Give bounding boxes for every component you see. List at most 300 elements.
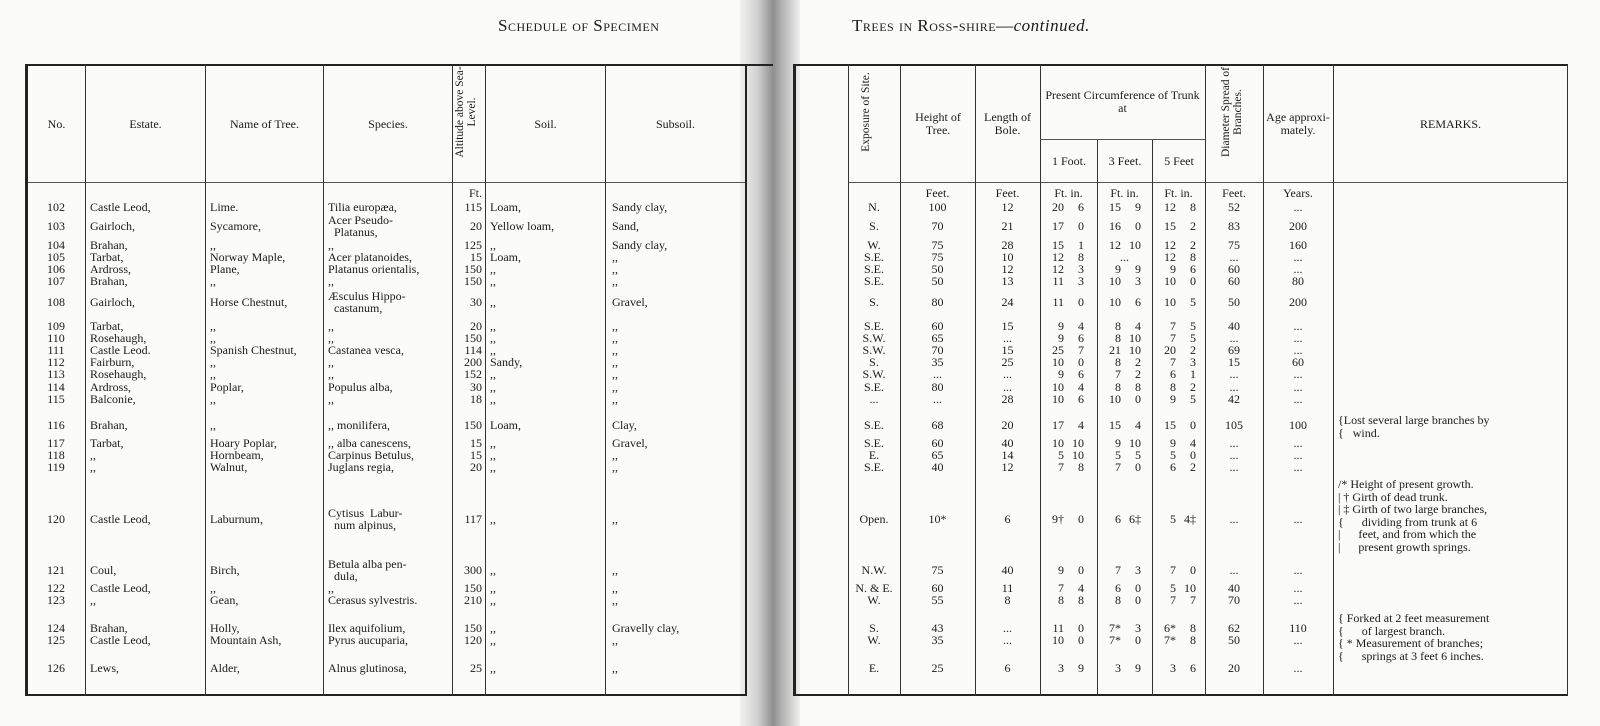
circ-inches: 6 xyxy=(1078,392,1084,406)
cell-bole: 12 xyxy=(1001,460,1014,474)
cell-estate: Rosehaugh, xyxy=(90,367,147,381)
circ-feet: 12 xyxy=(1052,262,1064,276)
cell-height: 75 xyxy=(931,250,944,264)
cell-c3 xyxy=(1097,201,1152,213)
circ-inches: 0 xyxy=(1135,581,1141,595)
circ-feet: 9 xyxy=(1115,436,1121,450)
unit-height: Feet. xyxy=(925,186,950,200)
circ-inches: 4 xyxy=(1078,319,1084,333)
cell-c3 xyxy=(1097,513,1152,525)
cell-c5 xyxy=(1152,622,1205,634)
cell-c1 xyxy=(1040,419,1097,431)
cell-exposure: S.E. xyxy=(863,319,884,333)
cell-no: 119 xyxy=(47,460,65,474)
title-right-italic: continued. xyxy=(1013,16,1090,35)
cell-subsoil: ,, xyxy=(612,392,618,406)
circ-inches: 0 xyxy=(1190,418,1196,432)
title-right-main: Trees in Ross-shire— xyxy=(852,16,1014,35)
circ-inches: 3 xyxy=(1135,621,1141,635)
circ-inches: 6 xyxy=(1190,262,1196,276)
cell-exposure: N. xyxy=(868,200,880,214)
cell-c1 xyxy=(1040,634,1097,646)
cell-estate: Ardross, xyxy=(90,262,131,276)
circ-inches: 2 xyxy=(1135,367,1141,381)
cell-soil: ,, xyxy=(490,295,496,309)
cell-exposure: S.E. xyxy=(863,380,884,394)
circ-feet: 7 xyxy=(1115,563,1121,577)
circ-feet: 6 xyxy=(1115,512,1121,526)
cell-soil: ,, xyxy=(490,343,496,357)
cell-no: 126 xyxy=(47,661,65,675)
circ-inches: 3 xyxy=(1135,274,1141,288)
cell-estate: Castle Leod. xyxy=(90,343,151,357)
cell-c3 xyxy=(1097,320,1152,332)
rule xyxy=(745,64,747,696)
cell-species: Populus alba, xyxy=(328,380,393,394)
cell-altitude: 117 xyxy=(464,512,482,526)
circ-feet: 9 xyxy=(1170,392,1176,406)
circ-feet: 7 xyxy=(1058,460,1064,474)
circ-feet: 12 xyxy=(1164,238,1176,252)
cell-species: ,, xyxy=(328,392,334,406)
cell-altitude: 150 xyxy=(464,581,482,595)
cell-species: Juglans regia, xyxy=(328,460,394,474)
circ-inches: 0 xyxy=(1078,219,1084,233)
circ-feet: 25 xyxy=(1052,343,1064,357)
cell-no: 114 xyxy=(47,380,65,394)
circ-inches: 8 xyxy=(1078,593,1084,607)
page-title-left: Schedule of Specimen xyxy=(498,16,660,35)
cell-species: Acer platanoides, xyxy=(328,250,412,264)
cell-bole: 12 xyxy=(1001,262,1014,276)
circ-inches: 4‡ xyxy=(1184,512,1196,526)
cell-no: 118 xyxy=(47,448,65,462)
cell-spread: 75 xyxy=(1228,238,1240,252)
cell-c3 xyxy=(1097,449,1152,461)
cell-exposure: Open. xyxy=(859,512,889,526)
cell-c1 xyxy=(1040,320,1097,332)
cell-species: ,, xyxy=(328,581,334,595)
circ-feet: 10 xyxy=(1052,355,1064,369)
circ-feet: 10 xyxy=(1164,295,1176,309)
cell-c1 xyxy=(1040,582,1097,594)
circ-feet: 10 xyxy=(1052,436,1064,450)
circ-feet: 10 xyxy=(1052,633,1064,647)
circ-inches: 0 xyxy=(1078,563,1084,577)
cell-age: ... xyxy=(1293,563,1303,577)
circ-inches: 0 xyxy=(1135,219,1141,233)
book-gutter xyxy=(740,0,800,726)
cell-bole: 12 xyxy=(1001,200,1014,214)
cell-altitude: 120 xyxy=(464,633,482,647)
cell-spread: 70 xyxy=(1228,593,1240,607)
header-age: Age approxi-mately. xyxy=(1266,110,1330,137)
cell-no: 123 xyxy=(47,593,65,607)
circ-feet: 7 xyxy=(1115,367,1121,381)
cell-no: 117 xyxy=(47,436,65,450)
cell-spread: 60 xyxy=(1228,274,1240,288)
cell-no: 121 xyxy=(47,563,65,577)
cell-bole: 8 xyxy=(1004,593,1011,607)
cell-name: ,, xyxy=(210,367,216,381)
cell-height: 55 xyxy=(931,593,944,607)
cell-age: ... xyxy=(1293,331,1303,345)
cell-estate: Coul, xyxy=(90,563,117,577)
circ-feet: 8 xyxy=(1058,593,1064,607)
header-spread: Diameter Spread of Branches. xyxy=(1220,66,1244,158)
remark-120: /* Height of present growth. | † Girth of dead trunk. | ‡ Girth of two large branches, { dividing from trunk at 6 | feet, and from which the | present growth springs. xyxy=(1338,477,1488,554)
cell-soil: ,, xyxy=(490,367,496,381)
cell-no: 112 xyxy=(47,355,65,369)
unit-altitude: Ft. xyxy=(468,186,482,200)
cell-spread: ... xyxy=(1229,460,1239,474)
cell-subsoil: ,, xyxy=(612,343,618,357)
cell-bole: 28 xyxy=(1001,238,1014,252)
circ-inches: 6 xyxy=(1190,661,1196,675)
circ-inches: 0 xyxy=(1135,633,1141,647)
cell-soil: ,, xyxy=(490,448,496,462)
circ-inches: 10 xyxy=(1129,343,1141,357)
circ-feet: 20 xyxy=(1164,343,1176,357)
cell-species: Cytisus Labur- num alpinus, xyxy=(328,506,403,532)
circ-feet: 10 xyxy=(1109,392,1121,406)
cell-spread: ... xyxy=(1229,563,1239,577)
cell-no: 107 xyxy=(47,274,65,288)
unit-spread: Feet. xyxy=(1222,186,1246,200)
circ-inches: 7 xyxy=(1190,593,1196,607)
cell-age: ... xyxy=(1293,661,1303,675)
circ-inches: 3 xyxy=(1190,355,1196,369)
cell-bole: 20 xyxy=(1001,418,1014,432)
circ-inches: 5 xyxy=(1135,448,1141,462)
circ-feet: 6 xyxy=(1170,460,1176,474)
circ-feet: 12 xyxy=(1164,200,1176,214)
cell-c5 xyxy=(1152,513,1205,525)
cell-bole: 15 xyxy=(1001,319,1014,333)
header-exposure: Exposure of Site. xyxy=(860,72,872,152)
circ-inches: 4 xyxy=(1078,418,1084,432)
cell-exposure: S. xyxy=(869,355,879,369)
rule xyxy=(848,182,1568,183)
cell-subsoil: ,, xyxy=(612,319,618,333)
cell-soil: ,, xyxy=(490,581,496,595)
cell-exposure: S.W. xyxy=(862,331,886,345)
cell-bole: 6 xyxy=(1004,512,1011,526)
cell-species: Carpinus Betulus, xyxy=(328,448,414,462)
cell-estate: Brahan, xyxy=(90,238,128,252)
rule xyxy=(793,694,1568,696)
cell-c5 xyxy=(1152,220,1205,232)
cell-age: ... xyxy=(1293,343,1303,357)
circ-feet: 9 xyxy=(1058,367,1064,381)
cell-name: ,, xyxy=(210,331,216,345)
cell-age: ... xyxy=(1293,380,1303,394)
circ-inches: 10 xyxy=(1129,238,1141,252)
cell-species: ,, xyxy=(328,355,334,369)
cell-spread: ... xyxy=(1229,367,1239,381)
cell-height: 80 xyxy=(931,380,944,394)
cell-no: 120 xyxy=(47,512,65,526)
cell-no: 122 xyxy=(47,581,65,595)
cell-no: 108 xyxy=(47,295,65,309)
circ-feet: 12 xyxy=(1052,250,1064,264)
cell-species: Cerasus sylvestris. xyxy=(328,593,418,607)
cell-exposure: S.W. xyxy=(862,343,886,357)
cell-soil: ,, xyxy=(490,262,496,276)
circ-inches: 6 xyxy=(1078,331,1084,345)
circ-feet: 8 xyxy=(1170,380,1176,394)
cell-spread: 52 xyxy=(1228,200,1240,214)
cell-c5 xyxy=(1152,594,1205,606)
cell-soil: ,, xyxy=(490,563,496,577)
cell-spread: 69 xyxy=(1228,343,1240,357)
cell-spread: ... xyxy=(1229,331,1239,345)
cell-age: ... xyxy=(1293,436,1303,450)
cell-spread: 83 xyxy=(1228,219,1240,233)
header-no: No. xyxy=(47,116,66,131)
cell-species: ,, alba canescens, xyxy=(328,436,411,450)
cell-exposure: S.E. xyxy=(863,418,884,432)
cell-species: Platanus orientalis, xyxy=(328,262,420,276)
circ-feet: 7* xyxy=(1109,621,1121,635)
cell-altitude: 150 xyxy=(464,418,482,432)
cell-height: ... xyxy=(933,367,942,381)
cell-exposure: W. xyxy=(867,633,881,647)
cell-bole: ... xyxy=(1003,367,1012,381)
cell-no: 109 xyxy=(47,319,65,333)
unit-c3: Ft. in. xyxy=(1110,186,1139,200)
cell-height: 50 xyxy=(931,274,944,288)
circ-feet: 20 xyxy=(1052,200,1064,214)
cell-age: 160 xyxy=(1289,238,1307,252)
circ-feet: 7* xyxy=(1164,633,1176,647)
circ-feet: 3 xyxy=(1170,661,1176,675)
cell-altitude: 18 xyxy=(470,392,482,406)
cell-c1 xyxy=(1040,662,1097,674)
circ-feet: 10 xyxy=(1109,295,1121,309)
cell-altitude: 300 xyxy=(464,563,482,577)
cell-bole: ... xyxy=(1003,331,1012,345)
circ-inches: 1 xyxy=(1078,238,1084,252)
cell-age: ... xyxy=(1293,250,1303,264)
unit-c5: Ft. in. xyxy=(1164,186,1193,200)
circ-inches: 6 xyxy=(1135,295,1141,309)
cell-c5 xyxy=(1152,634,1205,646)
cell-exposure: S.W. xyxy=(862,367,886,381)
cell-no: 124 xyxy=(47,621,65,635)
cell-spread: ... xyxy=(1229,436,1239,450)
header-species: Species. xyxy=(368,116,408,131)
cell-c3 xyxy=(1097,368,1152,380)
cell-soil: ,, xyxy=(490,621,496,635)
cell-height: 75 xyxy=(931,238,944,252)
cell-c3 xyxy=(1097,582,1152,594)
cell-no: 115 xyxy=(47,392,65,406)
cell-bole: 24 xyxy=(1001,295,1014,309)
cell-species: ,, xyxy=(328,331,334,345)
header-name-of-tree: Name of Tree. xyxy=(230,116,299,131)
circ-inches: 2 xyxy=(1190,219,1196,233)
cell-species: Pyrus aucuparia, xyxy=(328,633,408,647)
cell-soil: ,, xyxy=(490,436,496,450)
cell-height: 100 xyxy=(928,200,947,214)
circ-inches: 8 xyxy=(1078,250,1084,264)
cell-altitude: 115 xyxy=(464,200,482,214)
circ-inches: 0 xyxy=(1135,460,1141,474)
circ-feet: 15 xyxy=(1109,418,1121,432)
circ-feet: 6* xyxy=(1164,621,1176,635)
cell-c1 xyxy=(1040,594,1097,606)
circ-feet: 15 xyxy=(1109,200,1121,214)
cell-subsoil: ,, xyxy=(612,581,618,595)
cell-estate: Tarbat, xyxy=(90,319,124,333)
cell-c1 xyxy=(1040,296,1097,308)
cell-spread: 62 xyxy=(1228,621,1240,635)
cell-age: 80 xyxy=(1292,274,1304,288)
cell-soil: ,, xyxy=(490,593,496,607)
cell-c1 xyxy=(1040,437,1097,449)
circ-feet: 11 xyxy=(1052,295,1064,309)
cell-height: 35 xyxy=(931,633,944,647)
cell-c3 xyxy=(1097,622,1152,634)
cell-c3 xyxy=(1097,263,1152,275)
cell-height: 70 xyxy=(931,343,944,357)
cell-altitude: 15 xyxy=(470,436,482,450)
cell-subsoil: Gravelly clay, xyxy=(612,621,680,635)
circ-inches: 0 xyxy=(1078,355,1084,369)
cell-exposure: S. xyxy=(869,295,879,309)
cell-age: ... xyxy=(1293,633,1303,647)
cell-c1 xyxy=(1040,564,1097,576)
circ-feet: 17 xyxy=(1052,418,1064,432)
cell-altitude: 20 xyxy=(470,319,482,333)
circ-inches: 3 xyxy=(1078,274,1084,288)
circ-inches: 2 xyxy=(1190,460,1196,474)
cell-c5 xyxy=(1152,275,1205,287)
cell-name: Norway Maple, xyxy=(210,250,286,264)
cell-c3 xyxy=(1097,437,1152,449)
cell-age: ... xyxy=(1293,512,1303,526)
cell-bole: 13 xyxy=(1001,274,1014,288)
cell-altitude: 25 xyxy=(470,661,482,675)
circ-inches: 2 xyxy=(1190,238,1196,252)
cell-c1 xyxy=(1040,239,1097,251)
cell-estate: Brahan, xyxy=(90,621,128,635)
circ-feet: 11 xyxy=(1052,274,1064,288)
cell-exposure: E. xyxy=(868,661,880,675)
circ-feet: 11 xyxy=(1052,621,1064,635)
cell-c5 xyxy=(1152,332,1205,344)
circ-inches: 10 xyxy=(1072,436,1084,450)
circ-feet: 21 xyxy=(1109,343,1121,357)
cell-estate: Rosehaugh, xyxy=(90,331,147,345)
header-5-feet: 5 Feet xyxy=(1164,153,1194,168)
unit-c1: Ft. in. xyxy=(1054,186,1083,200)
remark-116: {Lost several large branches by { wind. xyxy=(1338,413,1490,440)
cell-c1 xyxy=(1040,368,1097,380)
circ-inches: 4 xyxy=(1135,418,1141,432)
cell-age: ... xyxy=(1293,581,1303,595)
circ-feet: 7 xyxy=(1170,593,1176,607)
cell-estate: Castle Leod, xyxy=(90,581,151,595)
circ-feet: 10 xyxy=(1052,380,1064,394)
header-estate: Estate. xyxy=(129,116,162,131)
cell-subsoil: ,, xyxy=(612,460,618,474)
cell-name: ,, xyxy=(210,418,216,432)
circ-inches: 2 xyxy=(1135,355,1141,369)
cell-estate: Castle Leod, xyxy=(90,200,151,214)
cell-spread: 50 xyxy=(1228,633,1240,647)
circ-inches: 2 xyxy=(1190,343,1196,357)
cell-c3 xyxy=(1097,356,1152,368)
cell-altitude: 20 xyxy=(470,460,482,474)
cell-bole: 28 xyxy=(1001,392,1014,406)
cell-name: ,, xyxy=(210,274,216,288)
cell-c5 xyxy=(1152,662,1205,674)
cell-altitude: 210 xyxy=(464,593,482,607)
cell-age: ... xyxy=(1293,319,1303,333)
cell-bole: ... xyxy=(1003,380,1012,394)
cell-spread: 40 xyxy=(1228,581,1240,595)
circ-inches: 8 xyxy=(1190,250,1196,264)
circ-feet: 8 xyxy=(1115,331,1121,345)
cell-subsoil: ,, xyxy=(612,512,618,526)
cell-exposure: S.E. xyxy=(863,274,884,288)
cell-height: 60 xyxy=(931,436,944,450)
circ-feet: 7 xyxy=(1170,319,1176,333)
cell-c1 xyxy=(1040,220,1097,232)
cell-spread: 60 xyxy=(1228,262,1240,276)
circ-feet: 9 xyxy=(1058,563,1064,577)
cell-estate: ,, xyxy=(90,448,96,462)
cell-name: ,, xyxy=(210,581,216,595)
header-1-foot: 1 Foot. xyxy=(1051,153,1086,168)
cell-subsoil: Clay, xyxy=(612,418,637,432)
circ-inches: 9 xyxy=(1135,200,1141,214)
cell-bole: 6 xyxy=(1004,661,1011,675)
cell-exposure: S.E. xyxy=(863,250,884,264)
circ-inches: 6 xyxy=(1078,200,1084,214)
cell-subsoil: Sandy clay, xyxy=(612,238,668,252)
cell-height: 40 xyxy=(931,460,944,474)
cell-c5 xyxy=(1152,344,1205,356)
cell-altitude: 152 xyxy=(464,367,482,381)
circ-inches: 0 xyxy=(1190,274,1196,288)
cell-no: 105 xyxy=(47,250,65,264)
cell-bole: 40 xyxy=(1001,563,1014,577)
cell-bole: 15 xyxy=(1001,343,1014,357)
cell-exposure: S.E. xyxy=(863,436,884,450)
cell-c5 xyxy=(1152,419,1205,431)
circ-inches: 9 xyxy=(1135,661,1141,675)
circ-inches: 9 xyxy=(1135,262,1141,276)
cell-soil: Loam, xyxy=(490,250,521,264)
cell-estate: Gairloch, xyxy=(90,219,135,233)
page-title-right xyxy=(852,16,1090,36)
cell-c1 xyxy=(1040,622,1097,634)
cell-c1 xyxy=(1040,263,1097,275)
cell-c1 xyxy=(1040,381,1097,393)
cell-estate: ,, xyxy=(90,593,96,607)
cell-name: Holly, xyxy=(210,621,240,635)
circ-inches: 5 xyxy=(1190,319,1196,333)
cell-estate: Fairburn, xyxy=(90,355,135,369)
cell-height: 10* xyxy=(928,512,947,526)
cell-c1 xyxy=(1040,513,1097,525)
cell-height: 60 xyxy=(931,319,944,333)
cell-height: 65 xyxy=(931,448,944,462)
cell-name: ,, xyxy=(210,319,216,333)
